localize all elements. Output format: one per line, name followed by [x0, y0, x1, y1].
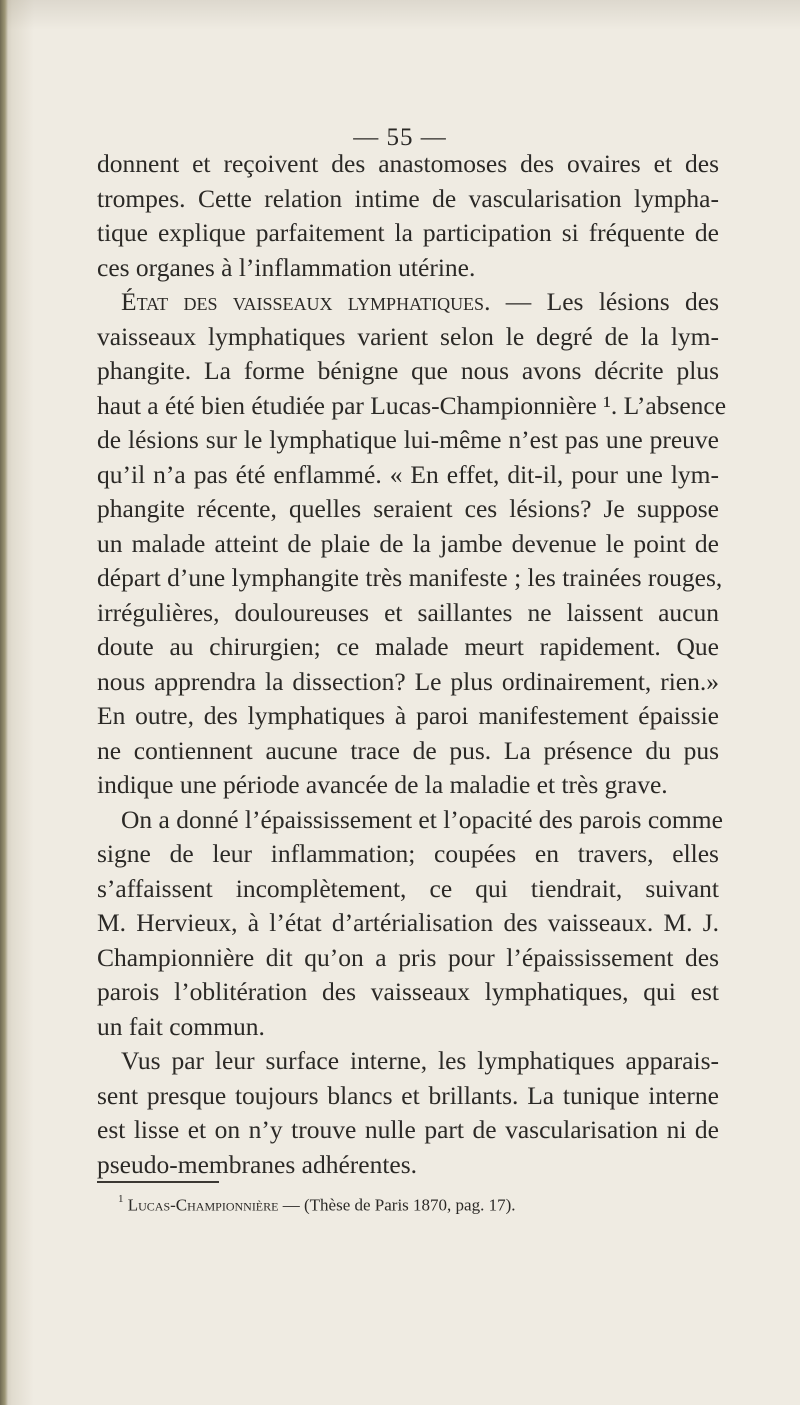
text-line: tique explique parfaitement la participation si fréquente de	[97, 218, 719, 247]
text-line: vaisseaux lymphatiques varient selon le degré de la lym-	[97, 321, 719, 351]
text-line: s’affaissent incomplètement, ce qui tiendrait, suivant	[97, 873, 719, 903]
text-line: donnent et reçoivent des anastomoses des ovaires et des	[97, 149, 719, 178]
text-line: pseudo-membranes adhérentes.	[97, 1149, 418, 1179]
book-spine-shadow	[0, 0, 8, 1405]
section-heading-continuation: — Les lésions des	[490, 287, 719, 316]
text-line: doute au chirurgien; ce malade meurt rapidement. Que	[97, 632, 719, 661]
body-text	[97, 147, 727, 1182]
text-line: indique une période avancée de la maladie et très grave.	[97, 770, 668, 799]
text-line: Championnière dit qu’on a pris pour l’épaississement des	[97, 942, 719, 972]
text-line: de lésions sur le lymphatique lui-même n’est pas une preuve	[97, 425, 719, 454]
section-heading: État des vaisseaux lymphatiques.	[121, 287, 491, 316]
footnote-rule	[97, 1181, 219, 1183]
text-line: sent presque toujours blancs et brillants. La tunique interne	[97, 1080, 719, 1110]
text-line: phangite récente, quelles seraient ces lésions? Je suppose	[97, 494, 719, 523]
text-line: haut a été bien étudiée par Lucas-Championnière ¹. L’absence	[97, 390, 727, 420]
footnote-author: Lucas-Championnière	[127, 1195, 279, 1215]
footnote-citation: — (Thèse de Paris 1870, pag. 17).	[278, 1195, 516, 1215]
footnote-mark: 1	[118, 1193, 124, 1205]
section-heading-line	[97, 285, 719, 320]
text-line: nous apprendra la dissection? Le plus ordinairement, rien.»	[97, 666, 719, 696]
text-line: phangite. La forme bénigne que nous avons décrite plus	[97, 356, 719, 385]
text-line: qu’il n’a pas été enflammé. « En effet, dit-il, pour une lym-	[97, 459, 719, 489]
page-number: — 55 —	[353, 124, 447, 151]
text-line: est lisse et on n’y trouve nulle part de vascularisation ni de	[97, 1115, 719, 1144]
text-line: départ d’une lymphangite très manifeste ; les trainées rouges,	[97, 563, 723, 592]
text-line: trompes. Cette relation intime de vascularisation lympha-	[97, 183, 719, 213]
text-line: En outre, des lymphatiques à paroi manifestement épaissie	[97, 701, 719, 730]
text-line: irrégulières, douloureuses et saillantes ne laissent aucun	[97, 597, 719, 627]
text-line: Vus par leur surface interne, les lymphatiques apparais-	[121, 1046, 719, 1075]
footnote	[118, 1195, 516, 1216]
text-line: ne contiennent aucune trace de pus. La présence du pus	[97, 735, 719, 765]
text-line: signe de leur inflammation; coupées en travers, elles	[97, 839, 719, 868]
text-line: un fait commun.	[97, 1011, 265, 1041]
text-line: On a donné l’épaississement et l’opacité des parois comme	[121, 804, 723, 834]
text-line: un malade atteint de plaie de la jambe devenue le point de	[97, 528, 719, 558]
text-line: parois l’oblitération des vaisseaux lymphatiques, qui est	[97, 977, 719, 1006]
text-line: M. Hervieux, à l’état d’artérialisation des vaisseaux. M. J.	[97, 908, 719, 937]
text-line: ces organes à l’inflammation utérine.	[97, 252, 476, 282]
